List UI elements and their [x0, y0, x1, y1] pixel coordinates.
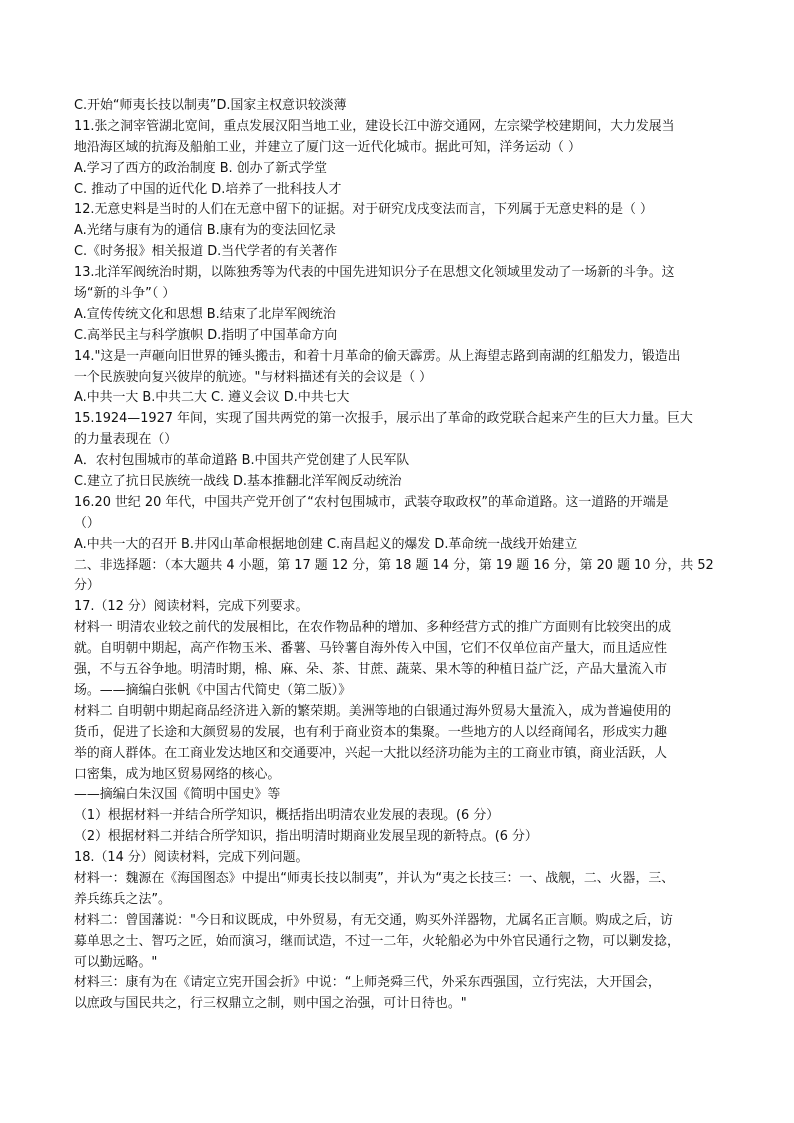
text-line: A.学习了西方的政治制度 B. 创办了新式学堂: [74, 160, 327, 176]
text-line: 举的商人群体。在工商业发达地区和交通要冲，兴起一大批以经济功能为主的工商业市镇，商业活跃，人: [74, 745, 667, 761]
text-line: C.高举民主与科学旗帜 D.指明了中国革命方向: [74, 327, 338, 343]
text-line: 12.无意史料是当时的人们在无意中留下的证据。对于研究戊戌变法而言，下列属于无意史料的是（ ）: [74, 202, 653, 218]
text-line: C.《时务报》相关报道 D.当代学者的有关著作: [74, 244, 338, 260]
text-line: 货币，促进了长途和大颜贸易的发展，也有利于商业资本的集聚。一些地方的人以经商闻名，形成实力趣: [74, 724, 667, 740]
text-line: 材料二：曾国藩说："今日和议既成，中外贸易，有无交通，购买外洋器物，尤属名正言顺。购成之后，访: [74, 912, 673, 928]
text-line: 17.（12 分）阅读材料，完成下列要求。: [74, 599, 309, 615]
text-line: 材料三：康有为在《请定立宪开国会折》中说：“上师尧舜三代，外采东西强国，立行宪法，大开国会，: [74, 975, 661, 991]
text-line: 材料一：魏源在《海国图态》中提出“师夷长技以制夷”，并认为“夷之长技三：一、战舰，二、火器，三、: [74, 870, 675, 886]
text-line: 18.（14 分）阅读材料，完成下列问题。: [74, 850, 309, 866]
text-line: 的力量表现在（）: [74, 432, 178, 448]
text-line: 场“新的斗争”（ ）: [74, 286, 176, 302]
text-line: 11.张之洞宰管湖北宽间，重点发展汉阳当地工业，建设长江中游交通网，左宗梁学校建期间，大力发展当: [74, 118, 675, 134]
text-line: 分）: [74, 578, 100, 594]
text-line: 14."这是一声砸向旧世界的锤头搬击，和着十月革命的偷天霹雳。从上海望志路到南湖的红船发力，锻造出: [74, 348, 681, 364]
document-body: [74, 96, 724, 1015]
text-line: 材料二 自明朝中期起商品经济进入新的繁荣期。美洲等地的白银通过海外贸易大量流入，成为普遍使用的: [74, 703, 672, 719]
text-line: 以庶政与国民共之，行三权鼎立之制，则中国之治强，可计日待也。": [74, 996, 467, 1012]
text-line: 可以勤远略。": [74, 954, 158, 970]
text-line: A.宣传传统文化和思想 B.结束了北岸军阀统治: [74, 306, 336, 322]
text-line: A．农村包围城市的革命道路 B.中国共产党创建了人民军队: [74, 453, 410, 469]
text-line: 强，不与五谷争地。明清时期，棉、麻、朵、茶、甘蔗、蔬菜、果木等的种植日益广泛，产品大量流入市: [74, 662, 667, 678]
text-line: 16.20 世纪 20 年代，中国共产党开创了“农村包围城市，武装夺取政权”的革命道路。这一道路的开端是: [74, 494, 669, 510]
text-line: C.开始“师夷长技以制夷”D.国家主权意识较淡薄: [74, 98, 347, 113]
text-line: （1）根据材料一并结合所学知识，概括指出明清农业发展的表现。(6 分）: [74, 808, 500, 824]
text-line: 材料一 明清农业较之前代的发展相比，在农作物品种的增加、多种经营方式的推广方面则有比较突出的成: [74, 620, 672, 636]
text-line: A.光绪与康有为的通信 B.康有为的变法回忆录: [74, 223, 336, 239]
text-line: A.中共一大的召开 B.井冈山革命根据地创建 C.南昌起义的爆发 D.革命统一战线开始建立: [74, 536, 578, 552]
text-line: 场。——摘编白张帆《中国古代简史（第二版）》: [74, 682, 352, 698]
text-line: ——摘编白朱汉国《简明中国史》等: [74, 787, 281, 803]
text-line: 就。自明朝中期起，高产作物玉米、番薯、马铃薯自海外传入中国，它们不仅单位亩产量大，而且适应性: [74, 641, 667, 657]
text-line: 13.北洋军阀统治时期，以陈独秀等为代表的中国先进知识分子在思想文化领域里发动了一场新的斗争。这: [74, 265, 675, 281]
text-line: （）: [74, 515, 100, 531]
text-line: 养兵练兵之法”。: [74, 891, 171, 907]
text-line: （2）根据材料二并结合所学知识，指出明清时期商业发展呈现的新特点。(6 分）: [74, 829, 538, 845]
text-line: 15.1924—1927 年间，实现了国共两党的第一次报手，展示出了革命的政党联合起来产生的巨大力量。巨大: [74, 411, 693, 427]
text-line: 地沿海区域的抗海及船舶工业，并建立了厦门这一近代化城市。据此可知，洋务运动（ ）: [74, 139, 581, 155]
text-line: 募单思之士、智巧之匠，始而演习，继而试造，不过一二年，火轮船必为中外官民通行之物，可以剿发捻，: [74, 933, 680, 949]
text-line: 二、非选择题：（本大题共 4 小题，第 17 题 12 分，第 18 题 14 分，第 19 题 16 分，第 20 题 10 分，共 52: [74, 557, 714, 573]
text-line: A.中共一大 B.中共二大 C. 遵义会议 D.中共七大: [74, 390, 350, 406]
text-line: C.建立了抗日民族统一战线 D.基本推翻北洋军阀反动统治: [74, 474, 402, 490]
text-line: C. 推动了中国的近代化 D.培养了一批科技人才: [74, 181, 342, 197]
text-line: 一个民族驶向复兴彼岸的航迹。"与材料描述有关的会议是（ ）: [74, 369, 433, 385]
text-line: 口密集，成为地区贸易网络的核心。: [74, 766, 281, 782]
